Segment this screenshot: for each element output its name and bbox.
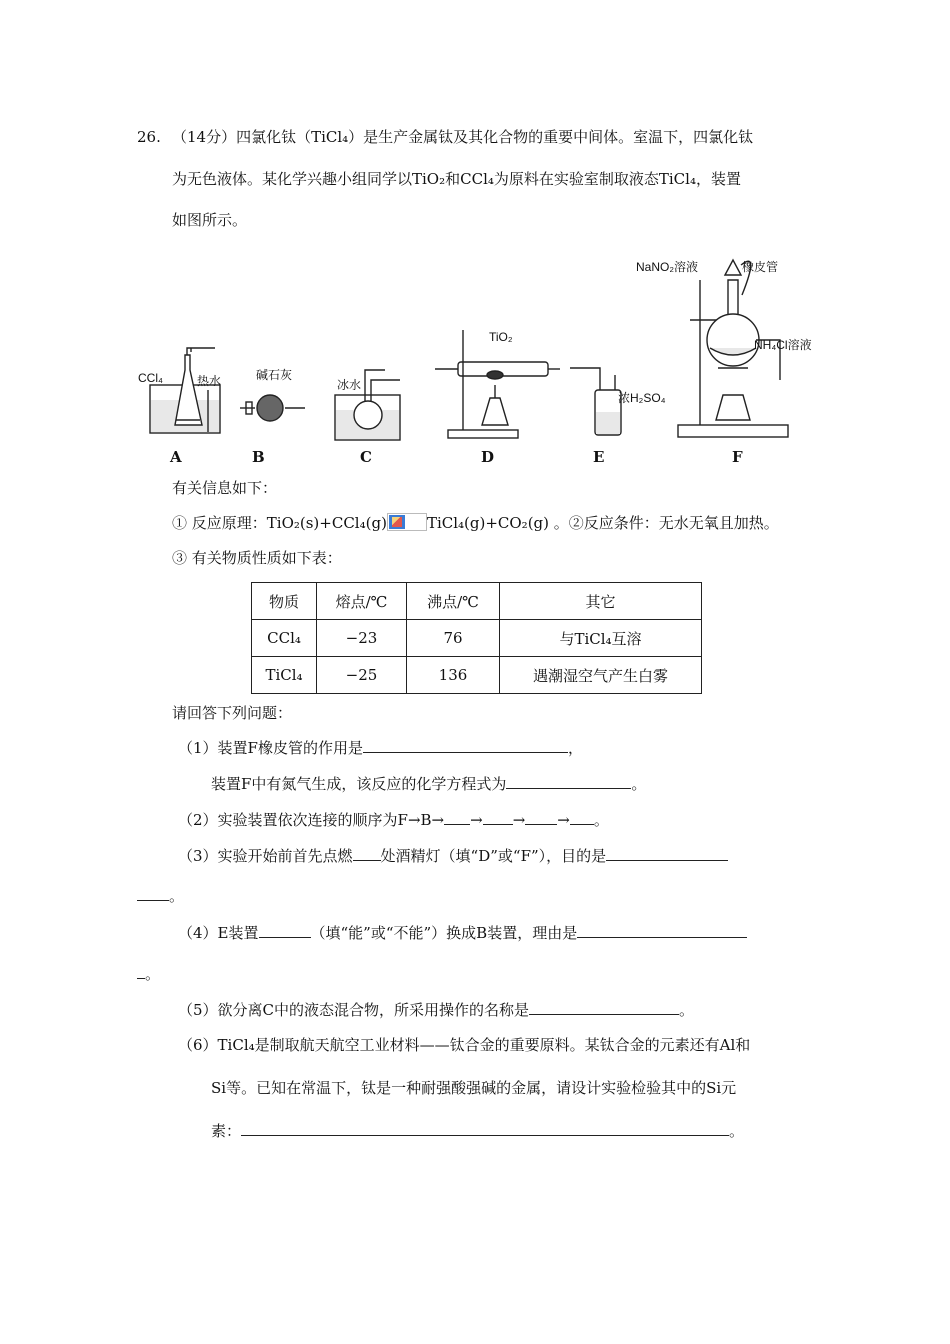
table-heading: ③ 有关物质性质如下表： xyxy=(172,549,342,567)
arrow: → xyxy=(470,811,483,829)
info-heading: 有关信息如下： xyxy=(172,479,278,497)
answer-blank-3a[interactable] xyxy=(353,846,381,861)
label-tio2: TiO₂ xyxy=(489,330,513,344)
table-cell: 遇潮湿空气产生白雾 xyxy=(500,657,702,694)
table-cell: 136 xyxy=(407,657,500,694)
question-2 xyxy=(178,810,609,830)
answer-blank-6[interactable] xyxy=(241,1121,729,1136)
question-3 xyxy=(178,846,728,866)
table-header-cell: 物质 xyxy=(252,583,317,620)
table-row xyxy=(252,657,702,694)
table-header-cell: 其它 xyxy=(500,583,702,620)
table-cell: −25 xyxy=(317,657,407,694)
question-4 xyxy=(178,923,747,943)
answer-blank-2a[interactable] xyxy=(444,810,470,825)
answer-blank-1a[interactable] xyxy=(363,738,568,753)
figure-label-e: E xyxy=(593,448,605,466)
label-ccl4: CCl₄ xyxy=(138,371,163,385)
intro-line-1: （14分）四氯化钛（TiCl₄）是生产金属钛及其化合物的重要中间体。室温下，四氯化钛 xyxy=(172,128,754,146)
figure-label-a: A xyxy=(170,448,182,466)
answer-blank-4b[interactable] xyxy=(577,923,747,938)
apparatus-d xyxy=(435,330,560,438)
apparatus-e xyxy=(570,368,621,435)
answer-blank-1b[interactable] xyxy=(506,774,631,789)
label-nh4cl: NH₄Cl溶液 xyxy=(754,338,812,352)
question-number: 26. xyxy=(137,128,161,146)
question-1a xyxy=(178,738,583,758)
question-4-mid: （填“能”或“不能”）换成B装置，理由是 xyxy=(310,924,578,942)
question-4-end: 。 xyxy=(145,965,161,983)
reaction-rhs: TiCl₄(g)+CO₂(g) 。②反应条件：无水无氧且加热。 xyxy=(426,514,779,532)
apparatus-figure xyxy=(130,240,830,470)
table-cell: 与TiCl₄互溶 xyxy=(500,620,702,657)
figure-label-d: D xyxy=(481,448,495,466)
answer-blank-2b[interactable] xyxy=(483,810,513,825)
question-1b-end: 。 xyxy=(631,775,647,793)
apparatus-a xyxy=(150,348,220,433)
question-5 xyxy=(178,1000,694,1020)
arrow: → xyxy=(512,811,526,829)
answer-blank-2d[interactable] xyxy=(570,810,594,825)
apparatus-b xyxy=(240,395,305,421)
question-3-end: 。 xyxy=(169,887,185,905)
table-header-cell: 熔点/℃ xyxy=(317,583,407,620)
question-6c xyxy=(211,1121,744,1141)
reaction-condition-image xyxy=(387,513,427,531)
question-6c-text: 素： xyxy=(211,1122,242,1140)
question-1a-end: ， xyxy=(567,739,583,757)
label-conc-h2so4: 浓H₂SO₄ xyxy=(618,391,666,405)
label-hot-water: 热水 xyxy=(197,374,222,388)
table-header-row xyxy=(252,583,702,620)
answer-blank-3b[interactable] xyxy=(606,846,728,861)
answer-blank-5[interactable] xyxy=(529,1000,679,1015)
table-cell: 76 xyxy=(407,620,500,657)
question-5-end: 。 xyxy=(679,1001,695,1019)
properties-table xyxy=(251,582,702,694)
questions-prompt: 请回答下列问题： xyxy=(172,704,293,722)
arrow: → xyxy=(557,811,570,829)
question-2-text: （2）实验装置依次连接的顺序为F→B→ xyxy=(178,811,445,829)
question-3-continued xyxy=(137,886,184,906)
question-4-text: （4）E装置 xyxy=(178,924,259,942)
answer-blank-4c[interactable] xyxy=(137,964,145,979)
table-cell: −23 xyxy=(317,620,407,657)
intro-line-3: 如图所示。 xyxy=(172,211,248,229)
reaction-lhs: ① 反应原理：TiO₂(s)+CCl₄(g) xyxy=(172,514,387,532)
figure-label-b: B xyxy=(252,448,265,466)
label-soda-lime: 碱石灰 xyxy=(256,368,293,382)
question-6b: Si等。已知在常温下，钛是一种耐强酸强碱的金属，请设计实验检验其中的Si元 xyxy=(211,1079,737,1097)
reaction-principle xyxy=(172,513,779,533)
question-6a: （6）TiCl₄是制取航天航空工业材料——钛合金的重要原料。某钛合金的元素还有Al和 xyxy=(178,1036,751,1054)
answer-blank-4a[interactable] xyxy=(259,923,311,938)
label-rubber-tube: 橡皮管 xyxy=(742,260,779,274)
question-1a-text: （1）装置F橡皮管的作用是 xyxy=(178,739,363,757)
question-5-text: （5）欲分离C中的液态混合物，所采用操作的名称是 xyxy=(178,1001,530,1019)
question-3-mid: 处酒精灯（填“D”或“F”），目的是 xyxy=(380,847,607,865)
question-1b-text: 装置F中有氮气生成，该反应的化学方程式为 xyxy=(211,775,507,793)
table-row xyxy=(252,620,702,657)
label-nano2: NaNO₂溶液 xyxy=(636,260,698,274)
question-1b xyxy=(211,774,646,794)
label-ice-water: 冰水 xyxy=(337,378,362,392)
table-cell: CCl₄ xyxy=(252,620,317,657)
intro-line-2: 为无色液体。某化学兴趣小组同学以TiO₂和CCl₄为原料在实验室制取液态TiCl₄，装置 xyxy=(172,170,741,188)
figure-label-c: C xyxy=(360,448,372,466)
table-header-cell: 沸点/℃ xyxy=(407,583,500,620)
figure-label-f: F xyxy=(732,448,743,466)
answer-blank-3c[interactable] xyxy=(137,886,169,901)
question-2-end: 。 xyxy=(593,811,609,829)
question-4-continued xyxy=(137,964,160,984)
answer-blank-2c[interactable] xyxy=(525,810,557,825)
question-3-text: （3）实验开始前首先点燃 xyxy=(178,847,353,865)
image-placeholder-icon xyxy=(389,515,405,529)
table-cell: TiCl₄ xyxy=(252,657,317,694)
question-6-end: 。 xyxy=(729,1122,745,1140)
